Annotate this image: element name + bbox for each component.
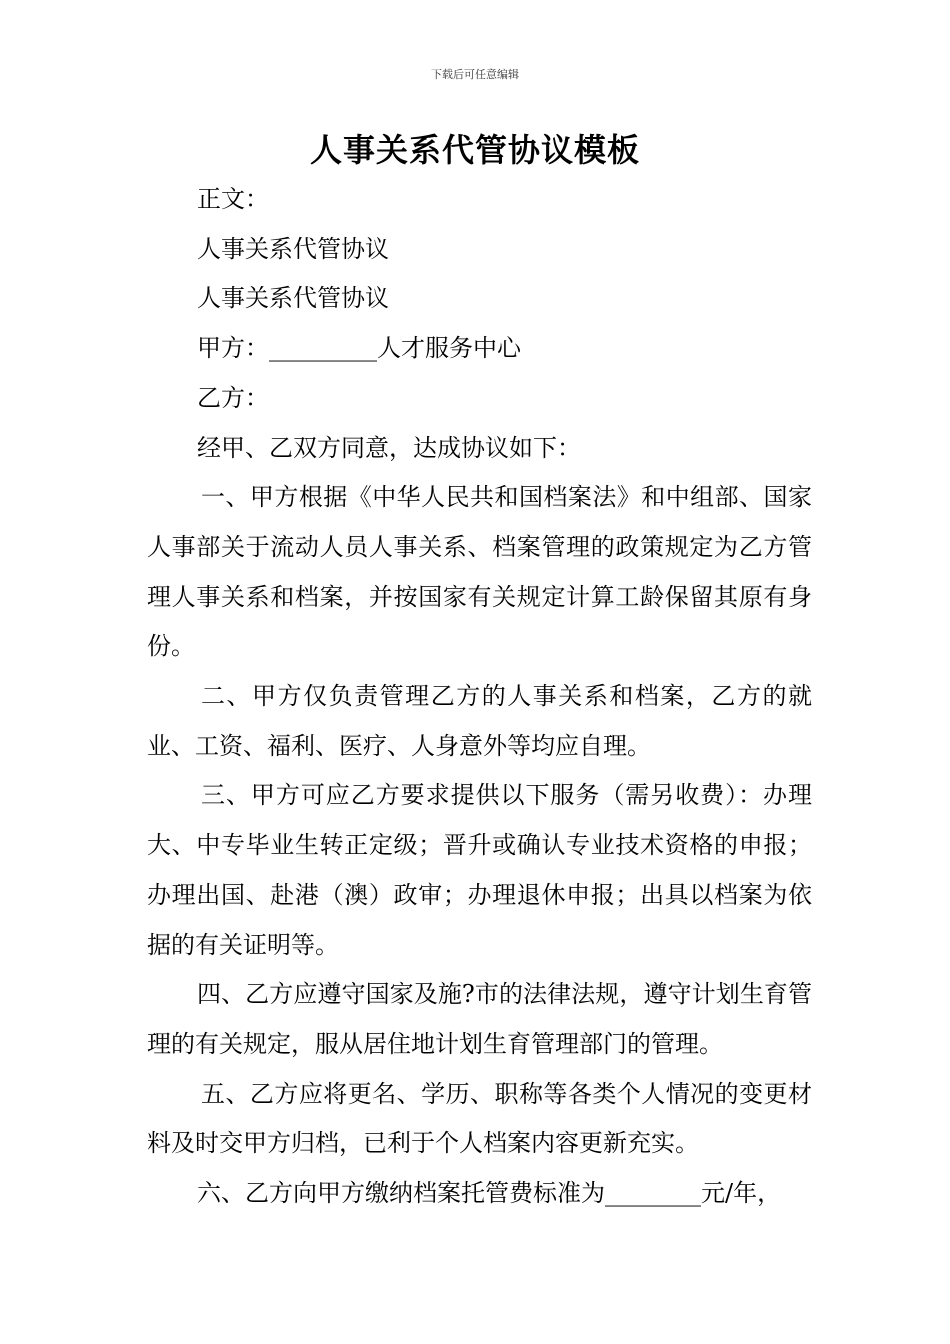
clause-5: 五、乙方应将更名、学历、职称等各类个人情况的变更材料及时交甲方归档，已利于个人档案内容更新充实。 [147,1079,812,1158]
party-b-line: 乙方： [197,383,269,412]
agreement-name-line-1: 人事关系代管协议 [197,234,389,263]
clause-1: 一、甲方根据《中华人民共和国档案法》和中组部、国家人事部关于流动人员人事关系、档案管理的政策规定为乙方管理人事关系和档案，并按国家有关规定计算工龄保留其原有身份。 [147,483,812,661]
document-title: 人事关系代管协议模板 [309,131,640,169]
page-header-note: 下载后可任意编辑 [431,68,519,81]
clause-3: 三、甲方可应乙方要求提供以下服务（需另收费）：办理大、中专毕业生转正定级；晋升或确认专业技术资格的申报；办理出国、赴港（澳）政审；办理退休申报；出具以档案为依据的有关证明等。 [147,781,812,959]
agreement-intro-line: 经甲、乙双方同意，达成协议如下： [197,433,581,462]
label-main-text: 正文： [197,185,269,213]
clause-6: 六、乙方向甲方缴纳档案托管费标准为________元/年， [197,1179,782,1208]
agreement-name-line-2: 人事关系代管协议 [197,284,389,313]
party-a-line: 甲方：_________人才服务中心 [197,334,521,363]
clause-4: 四、乙方应遵守国家及施?市的法律法规，遵守计划生育管理的有关规定，服从居住地计划生育管理部门的管理。 [147,980,812,1058]
clause-2: 二、甲方仅负责管理乙方的人事关系和档案，乙方的就业、工资、福利、医疗、人身意外等均应自理。 [147,682,812,760]
document-body [147,175,812,1219]
